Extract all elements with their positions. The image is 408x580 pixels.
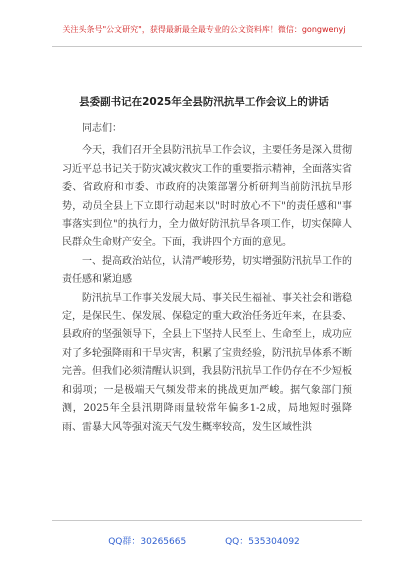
footer-contact <box>0 534 408 547</box>
header-note: 关注头条号"公文研究"，获得最新最全最专业的公文资料库！微信：gongwenyj <box>62 25 346 34</box>
section-heading-1: 一、提高政治站位，认清严峻形势，切实增强防汛抗旱工作的责任感和紧迫感 <box>62 255 352 286</box>
document-title: 县委副书记在2025年全县防汛抗旱工作会议上的讲话 <box>79 96 329 108</box>
header-divider <box>52 46 362 47</box>
footer-divider <box>52 520 362 521</box>
footer-qq-group: QQ群：30265665 <box>108 537 187 547</box>
paragraph-intro: 今天，我们召开全县防汛抗旱工作会议，主要任务是深入贯彻习近平总书记关于防灾减灾救灾工作的重要指示精神，全面落实省委、省政府和市委、市政府的决策部署分析研判当前防汛抗旱形势，动员全县上下立即行动起来以"时时放心不下"的责任感和"事事落实到位"的执行力，全力做好防汛抗旱各项工作，切实保障人民群众生命财产安全。下面，我讲四个方面的意见。 <box>62 145 352 249</box>
document-body <box>62 120 352 437</box>
footer-qq: QQ：535304092 <box>225 537 300 547</box>
paragraph-section-1: 防汛抗旱工作事关发展大局、事关民生福祉、事关社会和谐稳定，是保民生、保发展、保稳定的重大政治任务近年来，在县委、县政府的坚强领导下，全县上下坚持人民至上、生命至上，成功应对了多轮强降雨和干旱灾害，积累了宝贵经验，防汛抗旱体系不断完善。但我们必须清醒认识到，我县防汛抗旱工作仍存在不少短板和弱项；一是极端天气频发带来的挑战更加严峻。据气象部门预测，2025年全县汛期降雨量较常年偏多1-2成，局地短时强降雨、雷暴大风等强对流天气发生概率较高，发生区域性洪 <box>62 292 352 433</box>
greeting: 同志们： <box>82 123 122 134</box>
